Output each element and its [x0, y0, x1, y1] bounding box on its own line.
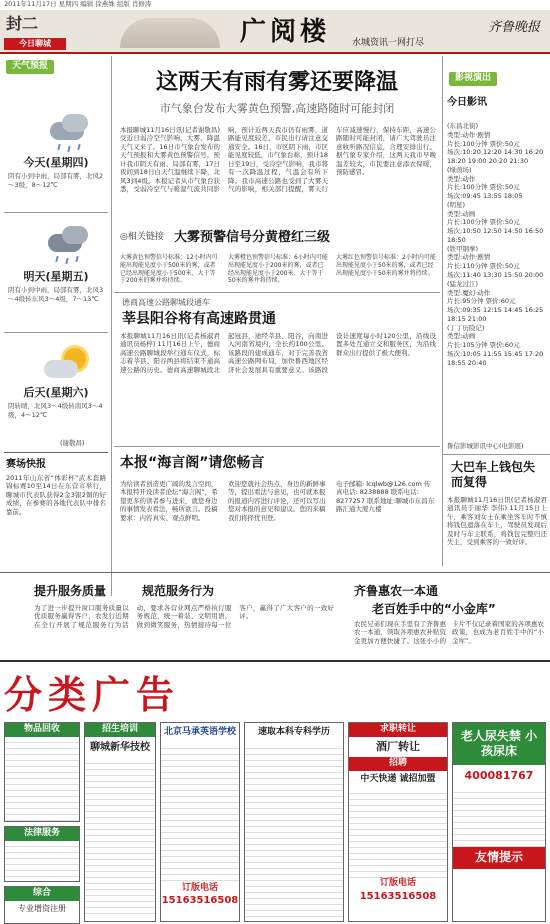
movie-line: 类型:动作: [447, 174, 476, 183]
fog-link-label: ◎相关链接: [120, 232, 164, 242]
dateline: 2011年11月17日 星期四 编辑 徐燕姝 组版 肖修涛: [4, 0, 152, 8]
movie-line: 场次:10:05 11:55 15:45 17:20 18:55 20:40: [447, 349, 544, 367]
cloud-icon: [44, 360, 78, 378]
movie-line: 类型:魔幻·动作: [447, 288, 491, 297]
contest-label: 赛场快报: [6, 459, 46, 470]
forecast-today: 今天(星期四) 阴有小到中雨，局部有雾，北风2～3级，8～12℃: [8, 156, 104, 189]
fog-orange-text: 大雾橙色预警信号标准：6小时内可能出现能见度小于200米的雾，或者已经出现能见度小于200米、大于等于50米的雾并将持续。: [228, 254, 328, 285]
movie-line: 片长:100分钟 票价:50元: [447, 183, 520, 192]
fog-yellow-text: 大雾黄色预警信号标准：12小时内可能出现能见度小于500米的雾，或者已经出现能见度小于500米、大于等于200米的雾并将持续。: [120, 254, 218, 285]
movie-line: 场次:11:40 13:30 15:50 20:00: [447, 271, 544, 280]
weather-column: [0, 56, 112, 596]
movie-line: (绿茵场): [447, 165, 472, 174]
raindrop-icon: [55, 256, 58, 262]
raindrop-icon: [57, 144, 60, 150]
highway-headline: 莘县阳谷将有高速路贯通: [122, 311, 276, 327]
ad-english-school: 北京马承英语学校 订版电话 15163516508: [160, 722, 240, 922]
movie-line: 片长:100分钟 票价:50元: [447, 218, 520, 227]
ad-jobs: 求职转让 酒厂转让 招聘 中天快递 诚招加盟 订版电话 15163516508: [348, 722, 448, 922]
raindrop-icon: [67, 146, 70, 152]
newspaper-logo: 齐鲁晚报: [487, 20, 540, 35]
page-badge: 今日聊城: [4, 38, 66, 50]
main-headline: 这两天有雨有雾还要降温: [155, 69, 398, 95]
section-name: 封二: [6, 14, 39, 33]
pavilion-illustration: [120, 18, 220, 48]
bullet-icon: ◎: [120, 232, 128, 242]
movies-title: 今日影讯: [447, 97, 487, 108]
movie-line: 场次:09:45 13:55 18:05: [447, 192, 523, 201]
movie-line: 片长:105分钟 票价:60元: [447, 341, 520, 350]
service-kicker: 提升服务质量: [34, 584, 107, 598]
highway-body: 本报聊城11月16日讯(记者杨淑君 通讯员杨梓) 11月16日上午，德商高速公路聊城段举行通车仪式，标志着莘县、阳谷两县将结束不通高速公路的历史。德商高速聊城段北起冠县，途经莘县、阳谷，向南进入河南省境内，全长约100公里。该路段的建成通车，对于完善我省高速公路网布局，加快鲁西地区经济社会发展具有重要意义。该路段设计速度每小时120公里，沿线设置多处互通立交和服务区，为沿线群众出行提供了极大便利。: [120, 332, 436, 374]
movie-line: 片长:110分钟 票价:50元: [447, 262, 520, 271]
fog-alert-headline: 大雾预警信号分黄橙红三级: [174, 230, 331, 245]
bus-headline: 大巴车上钱包失而复得: [451, 460, 536, 489]
movie-line: (东昌北街): [447, 122, 479, 130]
movie-line: 片长:95分钟 票价:60元: [447, 297, 516, 306]
fog-red-text: 大雾红色预警信号标准：2小时内可能出现能见度小于50米的雾，或者已经出现能见度小于50米的雾并将持续。: [336, 254, 436, 277]
classified-title: 分类广告: [4, 672, 181, 717]
ad-legal: 法律服务: [4, 826, 80, 882]
movie-line: (明星): [447, 200, 466, 209]
movie-line: 场次:10:20 12:20 14:30 16:20 18:20 19:00 20:20 21:30: [447, 148, 544, 166]
main-subhead: 市气象台发布大雾黄色预警,高速路随时可能封闭: [159, 102, 395, 115]
service-headline: 规范服务行为: [142, 584, 215, 598]
service-body: 为了进一步提升窗口服务质量以优质服务赢得客户，农发行近期在全行开展了规范服务行为活动，要求各营业网点严格执行服务规范，统一着装、文明用语，做到微笑服务，热情接待每一位客户，赢得了广大客户的一致好评。: [34, 604, 334, 629]
movie-line: 片长:100分钟 票价:50元: [447, 139, 520, 148]
movie-line: 场次:09:35 12:15 14:45 16:25 18:15 21:00: [447, 306, 544, 323]
raindrop-icon: [77, 144, 80, 150]
ad-recycling: 物品回收: [4, 722, 80, 822]
ad-misc: 综合 专业增资注册: [4, 886, 80, 924]
ad-degree: 速取本科专科学历: [244, 722, 344, 922]
charity-body: 农民兄弟们现在手里有了齐鲁惠农一本通，领取各项惠农补贴资金更加方便快捷了。这张小小的卡片不仅记录着国家的各项惠农政策，也成为老百姓手中的“小金库”。: [354, 620, 544, 645]
movies-tag: 影视演出: [449, 72, 497, 86]
movies-footer: 鲁信影城影讯中心(电影展): [447, 442, 524, 450]
page-slogan: 水城资讯一网打尽: [352, 38, 425, 48]
raindrop-icon: [65, 258, 68, 264]
classified-section: [0, 660, 550, 924]
movie-list: [447, 122, 547, 367]
forecast-tomorrow: 明天(星期五) 阴有小到中雨，局部有雾，北风3～4级转东风3～4级，7～13℃: [8, 270, 104, 303]
movie-line: 类型:动画: [447, 332, 476, 341]
weather-tag: 天气预报: [6, 60, 54, 74]
rain-cloud-icon: [62, 226, 88, 244]
entertainment-column: [442, 56, 550, 566]
page-title: 广阅楼: [240, 17, 331, 47]
forecast-day-after: 后天(星期六) 阴转晴，北风3～4级转南风3～4级，4～12℃: [8, 386, 103, 419]
ad-health: 老人尿失禁 小孩尿床 400081767 友情提示: [452, 722, 546, 922]
main-story-body: 本报聊城11月16日讯(记者谢敬昌) 受近日弱冷空气影响，大雾、降温天气又来了。16日市气象台发布的天气预报和大雾黄色预警信号，预计我市阴天有雨、局部有雾，17日夜间到18日白天气温继续下降，北风3到4级。本报记者从市气象台获悉，受弱冷空气与暖湿气流共同影响，预计近两天我市仍有雨雾，道路能见度较差，市民出行请注意交通安全。16日，市区阴下雨，市区能见度较低，市气象台称，预计18日至19日，受冷空气影响，我市将有一次降温过程，气温会有所下降。我市高速公路也受到了大雾天气的影响，相关部门提醒，雾天行车应减速慢行，保持车距，高速公路随时可能封闭，请广大驾驶员注意收听路况信息，合理安排出行。据气象专家介绍，这两天我市早晚温差较大，市民要注意添衣保暖，预防感冒。: [120, 126, 436, 194]
slogan-col-3: 电子邮箱: lcqlwb@126.com 传真电话: 8238888 联系电话: 8277257 联系地址:聊城市东昌东路汇通大厦九楼: [336, 480, 435, 514]
highway-kicker: 德商高速公路聊城段通车: [122, 298, 210, 307]
movie-line: 类型:动作·剧情: [447, 130, 491, 139]
movie-line: 类型:动画: [447, 209, 476, 218]
contest-body: 2011年山东省“体彩杯”武术套路锦标赛10至14日在东营市举行，聊城市代表队获得2金3银2铜的好成绩，在参赛的各地代表队中排名靠前。: [6, 474, 106, 516]
raindrop-icon: [75, 256, 78, 262]
slogan-headline: 本报“海言阁”请您畅言: [120, 455, 265, 471]
weather-credit: (谢敬昌): [60, 439, 85, 447]
page-banner: [0, 10, 550, 54]
rain-cloud-icon: [62, 114, 88, 132]
slogan-col-1: 为给读者创造更广阔的发言空间，本报特开设读者论坛“海言阁”，希望更多的读者参与进来，就您身边的事情发表看法，畅所欲言。投稿要求：内容真实、观点鲜明。: [120, 480, 218, 522]
movie-line: 类型:动作·剧情: [447, 253, 491, 262]
movie-line: 场次:10:50 12:50 14:50 16:50 18:50: [447, 227, 544, 244]
movie-line: (铁甲钢拳): [447, 244, 479, 253]
movie-line: (猛龙过江): [447, 279, 479, 288]
charity-kicker: 齐鲁惠农一本通: [354, 584, 439, 598]
charity-headline: 老百姓手中的“小金库”: [372, 602, 496, 616]
ad-training: 招生培训 聊城新华技校: [84, 722, 156, 922]
movie-line: (丁丁历险记): [447, 323, 485, 332]
slogan-col-2: 欢迎您就社会热点、身边的新鲜事等，提出看法与意见，也可就本报的报道内容进行评论，还可以写出您对本报的意见和建议。您的来稿我们将择优刊登。: [228, 480, 326, 522]
bus-body: 本报聊城11月16日讯(记者杨淑君 通讯员于丽华 李伟) 11月15日上午，乘客刘女士在乘坐客车时不慎将钱包遗落在车上，驾驶员发现后及时与车主联系，将钱包完整归还失主，受到乘客的一致好评。: [447, 496, 547, 547]
